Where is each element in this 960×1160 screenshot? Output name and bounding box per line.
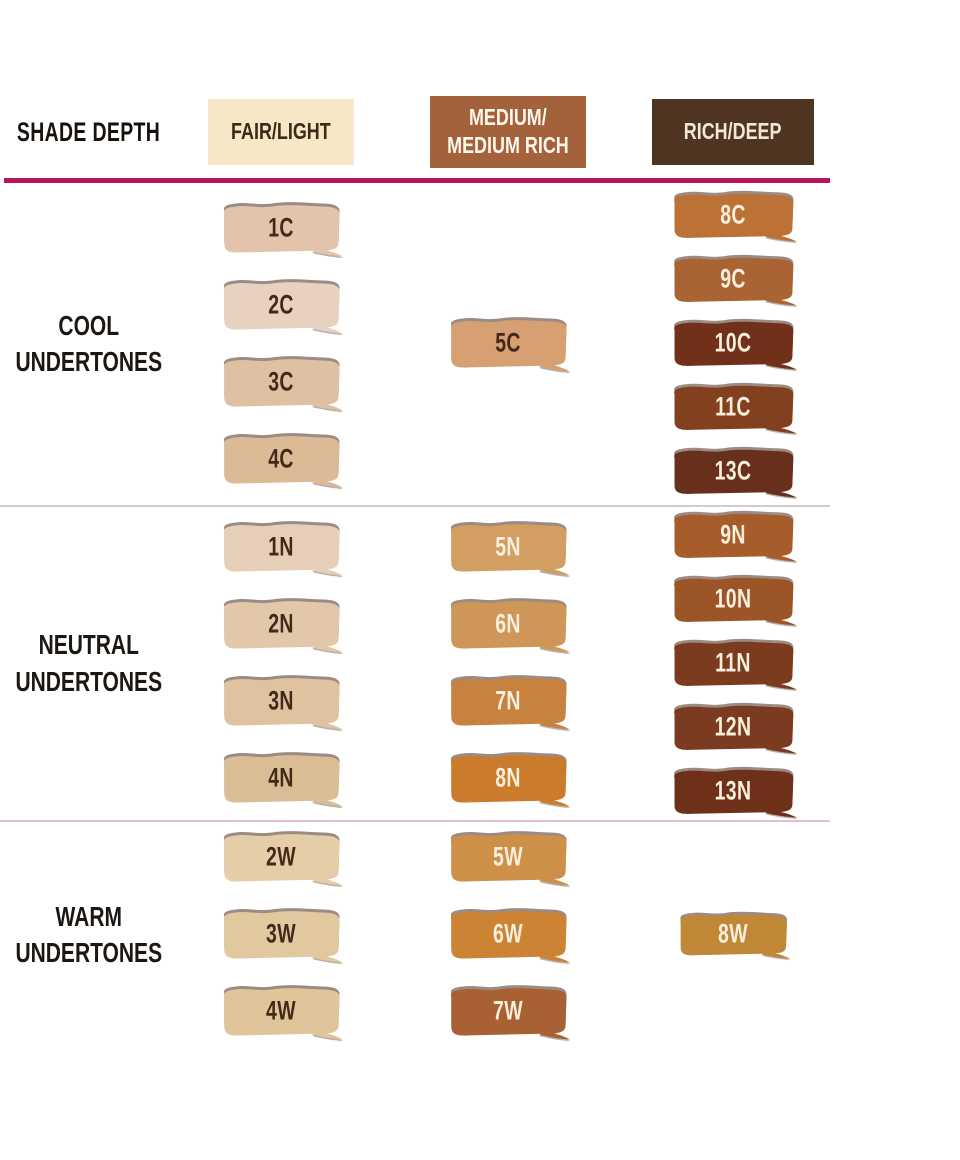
shade-swatch-2C <box>217 277 345 335</box>
neutral-rich-deep-swatches <box>667 509 799 819</box>
swatch-code-label: 8C <box>720 199 746 230</box>
shade-swatch-8C <box>667 189 799 243</box>
cool-rich-deep-swatches <box>667 189 799 499</box>
shade-swatch-4N <box>217 750 345 808</box>
section-cool-undertones <box>0 183 960 505</box>
swatch-code-label: 12N <box>714 710 752 741</box>
swatch-code-label: 1C <box>267 211 294 242</box>
swatch-code-label: 6W <box>493 918 523 949</box>
column-header-fair-light: FAIR/LIGHT <box>208 99 354 165</box>
shade-swatch-10N <box>667 573 799 627</box>
shade-depth-cell <box>0 86 178 178</box>
shade-swatch-3N <box>217 673 345 731</box>
swatch-code-label: 8W <box>718 918 748 949</box>
column-header-medium-medium-rich: MEDIUM/ MEDIUM RICH <box>430 96 586 168</box>
shade-swatch-3W <box>217 906 345 964</box>
shade-swatch-3C <box>217 354 345 412</box>
shade-swatch-2N <box>217 596 345 654</box>
cool-undertones-label: COOL UNDERTONES <box>15 309 163 377</box>
warm-rich-deep-swatches <box>674 910 792 960</box>
swatch-code-label: 6N <box>495 608 521 639</box>
warm-fair-light-swatches <box>217 829 345 1041</box>
shade-swatch-5C <box>444 315 572 373</box>
warm-medium-swatches <box>444 829 572 1041</box>
shade-swatch-10C <box>667 317 799 371</box>
neutral-undertones-label: NEUTRAL UNDERTONES <box>15 629 163 697</box>
shade-swatch-13C <box>667 445 799 499</box>
rich-deep-header-cell <box>633 86 833 178</box>
swatch-code-label: 13C <box>714 455 752 486</box>
swatch-code-label: 13N <box>714 774 752 805</box>
shade-swatch-4C <box>217 431 345 489</box>
header-row <box>0 0 960 178</box>
swatch-code-label: 2W <box>265 841 296 872</box>
cool-medium-swatches <box>444 315 572 373</box>
shade-swatch-4W <box>217 983 345 1041</box>
swatch-code-label: 8N <box>495 762 521 793</box>
swatch-code-label: 4N <box>267 762 294 793</box>
swatch-code-label: 4C <box>267 442 294 473</box>
shade-swatch-2W <box>217 829 345 887</box>
shade-swatch-9C <box>667 253 799 307</box>
shade-swatch-12N <box>667 701 799 755</box>
fair-light-header-cell <box>178 86 383 178</box>
swatch-code-label: 5W <box>493 841 523 872</box>
swatch-code-label: 9C <box>720 263 746 294</box>
shade-swatch-9N <box>667 509 799 563</box>
swatch-code-label: 10N <box>714 582 752 613</box>
swatch-code-label: 4W <box>265 995 296 1026</box>
section-neutral-undertones <box>0 507 960 820</box>
swatch-code-label: 9N <box>720 518 746 549</box>
swatch-code-label: 7W <box>493 995 523 1026</box>
shade-depth-label: SHADE DEPTH <box>17 116 161 147</box>
shade-swatch-1C <box>217 200 345 258</box>
swatch-code-label: 11C <box>715 391 751 422</box>
swatch-code-label: 2N <box>267 608 294 639</box>
swatch-code-label: 7N <box>495 685 521 716</box>
cool-fair-light-swatches <box>217 200 345 489</box>
neutral-medium-swatches <box>444 519 572 808</box>
shade-swatch-8W <box>674 910 792 960</box>
column-header-rich-deep: RICH/DEEP <box>652 99 814 165</box>
medium-rich-header-cell <box>383 86 633 178</box>
warm-undertones-label: WARM UNDERTONES <box>15 900 163 968</box>
swatch-code-label: 11N <box>715 646 751 677</box>
neutral-fair-light-swatches <box>217 519 345 808</box>
swatch-code-label: 10C <box>714 327 752 358</box>
shade-swatch-11N <box>667 637 799 691</box>
swatch-code-label: 3W <box>265 918 296 949</box>
swatch-code-label: 1N <box>267 531 294 562</box>
shade-swatch-13N <box>667 765 799 819</box>
shade-swatch-5N <box>444 519 572 577</box>
shade-swatch-7N <box>444 673 572 731</box>
swatch-code-label: 5C <box>495 327 521 358</box>
swatch-code-label: 5N <box>495 531 521 562</box>
shade-swatch-1N <box>217 519 345 577</box>
swatch-code-label: 3C <box>267 365 294 396</box>
shade-swatch-6N <box>444 596 572 654</box>
shade-swatch-6W <box>444 906 572 964</box>
header-divider-line <box>4 178 830 183</box>
shade-swatch-5W <box>444 829 572 887</box>
shade-swatch-11C <box>667 381 799 435</box>
shade-swatch-8N <box>444 750 572 808</box>
section-warm-undertones <box>0 822 960 1048</box>
swatch-code-label: 2C <box>267 288 294 319</box>
shade-swatch-7W <box>444 983 572 1041</box>
swatch-code-label: 3N <box>267 685 294 716</box>
